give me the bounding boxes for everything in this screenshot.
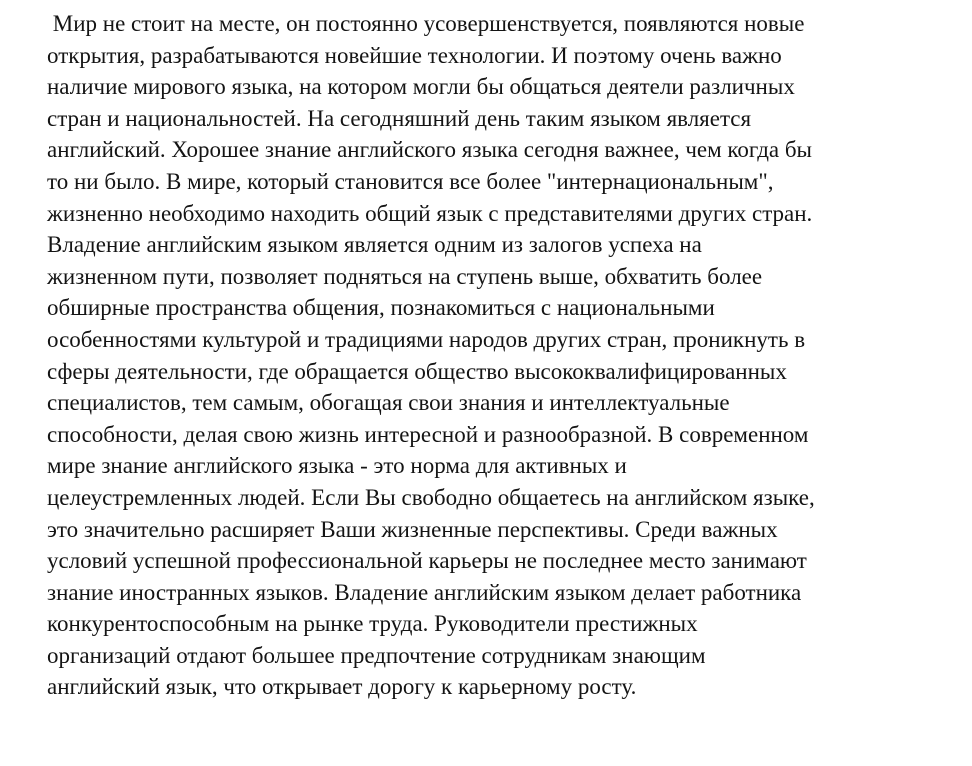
text-line: жизненно необходимо находить общий язык с представителями других стран.: [47, 200, 813, 226]
text-line: мире знание английского языка - это норма для активных и: [47, 453, 627, 479]
text-line: это значительно расширяет Ваши жизненные перспективы. Среди важных: [47, 516, 778, 542]
text-line: сферы деятельности, где обращается общество высококвалифицированных: [47, 358, 787, 384]
text-line: английский. Хорошее знание английского языка сегодня важнее, чем когда бы: [47, 137, 813, 163]
text-line: знание иностранных языков. Владение английским языком делает работника: [47, 579, 802, 605]
text-line: стран и национальностей. На сегодняшний день таким языком является: [47, 105, 752, 131]
text-line: способности, делая свою жизнь интересной и разнообразной. В современном: [47, 421, 809, 447]
text-line: то ни было. В мире, который становится все более "интернациональным",: [47, 168, 774, 194]
text-line: открытия, разрабатываются новейшие технологии. И поэтому очень важно: [47, 42, 782, 68]
text-line: наличие мирового языка, на котором могли бы общаться деятели различных: [47, 74, 795, 100]
body-paragraph: [47, 8, 927, 703]
text-line: условий успешной профессиональной карьеры не последнее место занимают: [47, 548, 807, 574]
text-line: целеустремленных людей. Если Вы свободно общаетесь на английском языке,: [47, 484, 815, 510]
text-line: конкурентоспособным на рынке труда. Руководители престижных: [47, 611, 698, 637]
text-line: Мир не стоит на месте, он постоянно усовершенствуется, появляются новые: [47, 11, 805, 36]
text-line: организаций отдают большее предпочтение сотрудникам знающим: [47, 642, 706, 668]
text-line: специалистов, тем самым, обогащая свои знания и интеллектуальные: [47, 390, 730, 416]
text-line: жизненном пути, позволяет подняться на ступень выше, обхватить более: [47, 263, 763, 289]
text-line: английский язык, что открывает дорогу к карьерному росту.: [47, 674, 637, 700]
text-line: особенностями культурой и традициями народов других стран, проникнуть в: [47, 326, 806, 352]
text-line: Владение английским языком является одним из залогов успеха на: [47, 232, 702, 258]
text-line: обширные пространства общения, познакомиться с национальными: [47, 295, 715, 321]
